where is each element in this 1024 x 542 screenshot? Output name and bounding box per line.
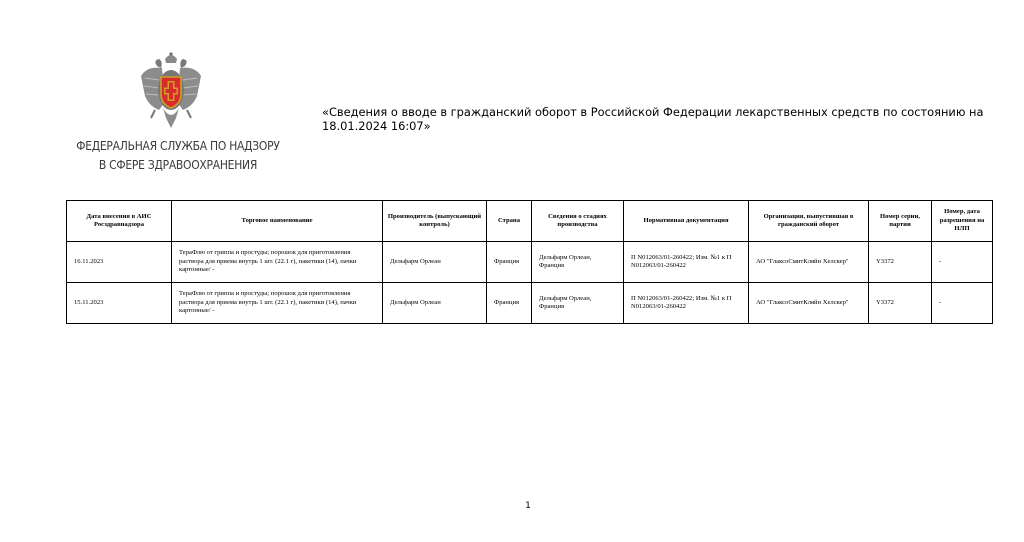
cell-trade-name: ТераФлю от гриппа и простуды; порошок для приготовления раствора для приема внутрь 1 шт. (22.1 г), пакетики (14), пачки картонные/ - (172, 242, 383, 283)
table-row (67, 283, 993, 324)
cell-documentation: П N012063/01-260422; Изм. №1 к П N012063/01-260422 (624, 283, 749, 324)
table-header-row (67, 201, 993, 242)
table-row (67, 242, 993, 283)
column-header-stages: Сведения о стадиях производства (532, 201, 624, 242)
column-header-batch: Номер серии, партии (869, 201, 932, 242)
records-table (66, 200, 993, 324)
cell-batch: Y3372 (869, 283, 932, 324)
column-header-permit: Номер, дата разрешения на НЛП (932, 201, 993, 242)
cell-organization: АО "ГлаксоСмитКляйн Хелскер" (749, 283, 869, 324)
organization-name-line2: В СФЕРЕ ЗДРАВООХРАНЕНИЯ (98, 157, 258, 172)
cell-manufacturer: Дельфарм Орлеан (383, 283, 487, 324)
column-header-documentation: Нормативная документация (624, 201, 749, 242)
document-title: «Сведения о вводе в гражданский оборот в Российской Федерации лекарственных средств по состоянию на 18.01.2024 16:07» (322, 105, 984, 133)
organization-name-line1: ФЕДЕРАЛЬНАЯ СЛУЖБА ПО НАДЗОРУ (76, 138, 280, 153)
cell-stages: Дельфарм Орлеан, Франция (532, 242, 624, 283)
organization-name (64, 136, 280, 174)
page-number: 1 (525, 501, 531, 511)
cell-permit: - (932, 283, 993, 324)
cell-trade-name: ТераФлю от гриппа и простуды; порошок для приготовления раствора для приема внутрь 1 шт. (22.1 г), пакетики (14), пачки картонные/ - (172, 283, 383, 324)
cell-date: 15.11.2023 (67, 283, 172, 324)
cell-documentation: П N012063/01-260422; Изм. №1 к П N012063/01-260422 (624, 242, 749, 283)
cell-country: Франция (487, 283, 532, 324)
cell-manufacturer: Дельфарм Орлеан (383, 242, 487, 283)
cell-country: Франция (487, 242, 532, 283)
coat-of-arms-icon (139, 50, 203, 132)
column-header-trade-name: Торговое наименование (172, 201, 383, 242)
cell-organization: АО "ГлаксоСмитКляйн Хелскер" (749, 242, 869, 283)
column-header-date: Дата внесения в АИС Росздравнадзора (67, 201, 172, 242)
cell-permit: - (932, 242, 993, 283)
column-header-country: Страна (487, 201, 532, 242)
cell-stages: Дельфарм Орлеан, Франция (532, 283, 624, 324)
cell-batch: Y3372 (869, 242, 932, 283)
column-header-manufacturer: Производитель (выпускающий контроль) (383, 201, 487, 242)
cell-date: 16.11.2023 (67, 242, 172, 283)
column-header-organization: Организация, выпустившая в гражданский оборот (749, 201, 869, 242)
